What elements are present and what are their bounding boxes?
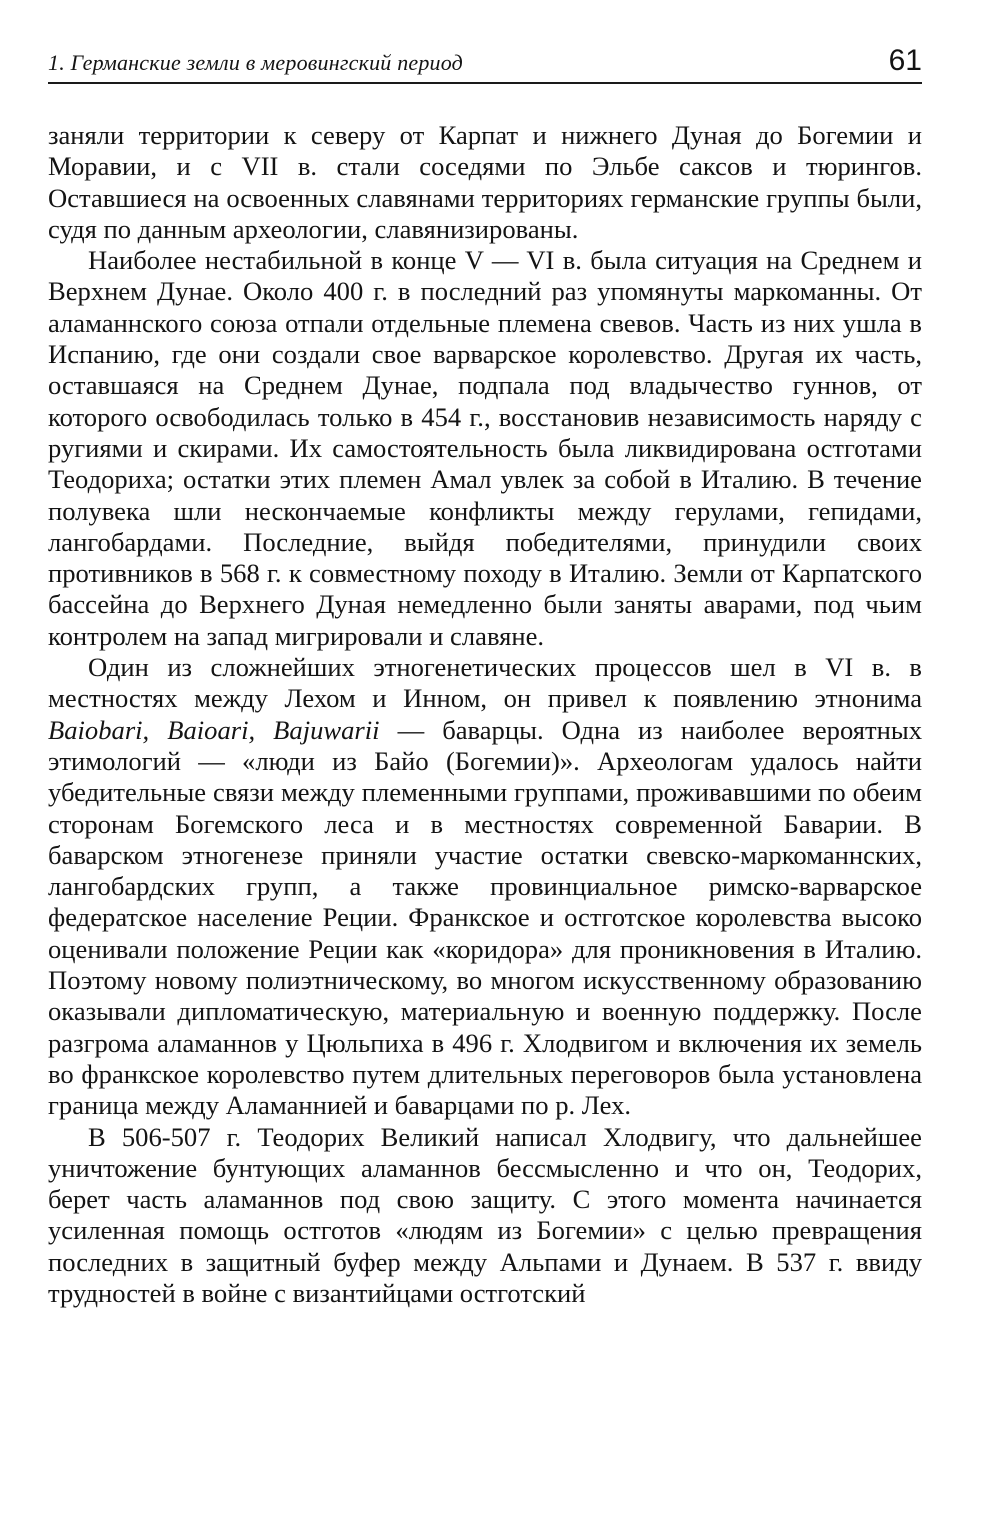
ethnonym-variants: Baiobari, Baioari, Bajuwarii <box>48 714 380 745</box>
paragraph-4: В 506-507 г. Теодорих Великий написал Хлодвигу, что дальнейшее уничтожение бунтующих аламаннов бессмысленно и что он, Теодорих, берет часть аламаннов под свою защиту. С этого момента начинается усиленная помощь остготов «людям из Богемии» с целью превращения последних в защитный буфер между Альпами и Дунаем. В 537 г. ввиду трудностей в войне с византийцами остготский <box>48 1121 922 1308</box>
running-title: 1. Германские земли в меровингский период <box>48 50 463 75</box>
running-header <box>48 34 922 84</box>
book-page <box>48 34 922 1309</box>
paragraph-2: Наиболее нестабильной в конце V — VI в. была ситуация на Среднем и Верхнем Дунае. Около 400 г. в последний раз упомянуты маркоманны. От аламаннского союза отпали отдельные племена свевов. Часть из них ушла в Испанию, где они создали свое варварское королевство. Другая их часть, оставшаяся на Среднем Дунае, подпала под владычество гуннов, от которого освободилась только в 454 г., восстановив независимость наряду с ругиями и скирами. Их самостоятельность была ликвидирована остготами Теодориха; остатки этих племен Амал увлек за собой в Италию. В течение полувека шли нескончаемые конфликты между герулами, гепидами, лангобардами. Последние, выйдя победителями, принудили своих противников в 568 г. к совместному походу в Италию. Земли от Карпатского бассейна до Верхнего Дуная немедленно были заняты аварами, под чьим контролем на запад мигрировали и славяне. <box>48 245 922 651</box>
page-number: 61 <box>888 44 922 77</box>
body-text <box>48 120 922 1309</box>
paragraph-3-text-start: Один из сложнейших этногенетических процессов шел в VI в. в местностях между Лехом и Инном, он привел к появлению этнонима <box>48 652 922 714</box>
paragraph-1: заняли территории к северу от Карпат и нижнего Дуная до Богемии и Моравии, и с VII в. стали соседями по Эльбе саксов и тюрингов. Оставшиеся на освоенных славянами территориях германские группы были, судя по данным археологии, славянизированы. <box>48 120 922 244</box>
paragraph-3-text-end: — баварцы. Одна из наиболее вероятных этимологий — «люди из Байо (Богемии)». Археологам удалось найти убедительные связи между племенными группами, проживавшими по обеим сторонам Богемского леса и в местностях современной Баварии. В баварском этногенезе приняли участие остатки свевско-маркоманнских, лангобардских групп, а также провинциальное римско-варварское федератское население Реции. Франкское и остготское королевства высоко оценивали положение Реции как «коридора» для проникновения в Италию. Поэтому новому полиэтническому, во многом искусственному образованию оказывали дипломатическую, материальную и военную поддержку. После разгрома аламаннов у Цюльпиха в 496 г. Хлодвигом и включения их земель во франкское королевство путем длительных переговоров была установлена граница между Аламаннией и баварцами по р. Лех. <box>48 714 922 1121</box>
paragraph-3 <box>48 652 922 1121</box>
